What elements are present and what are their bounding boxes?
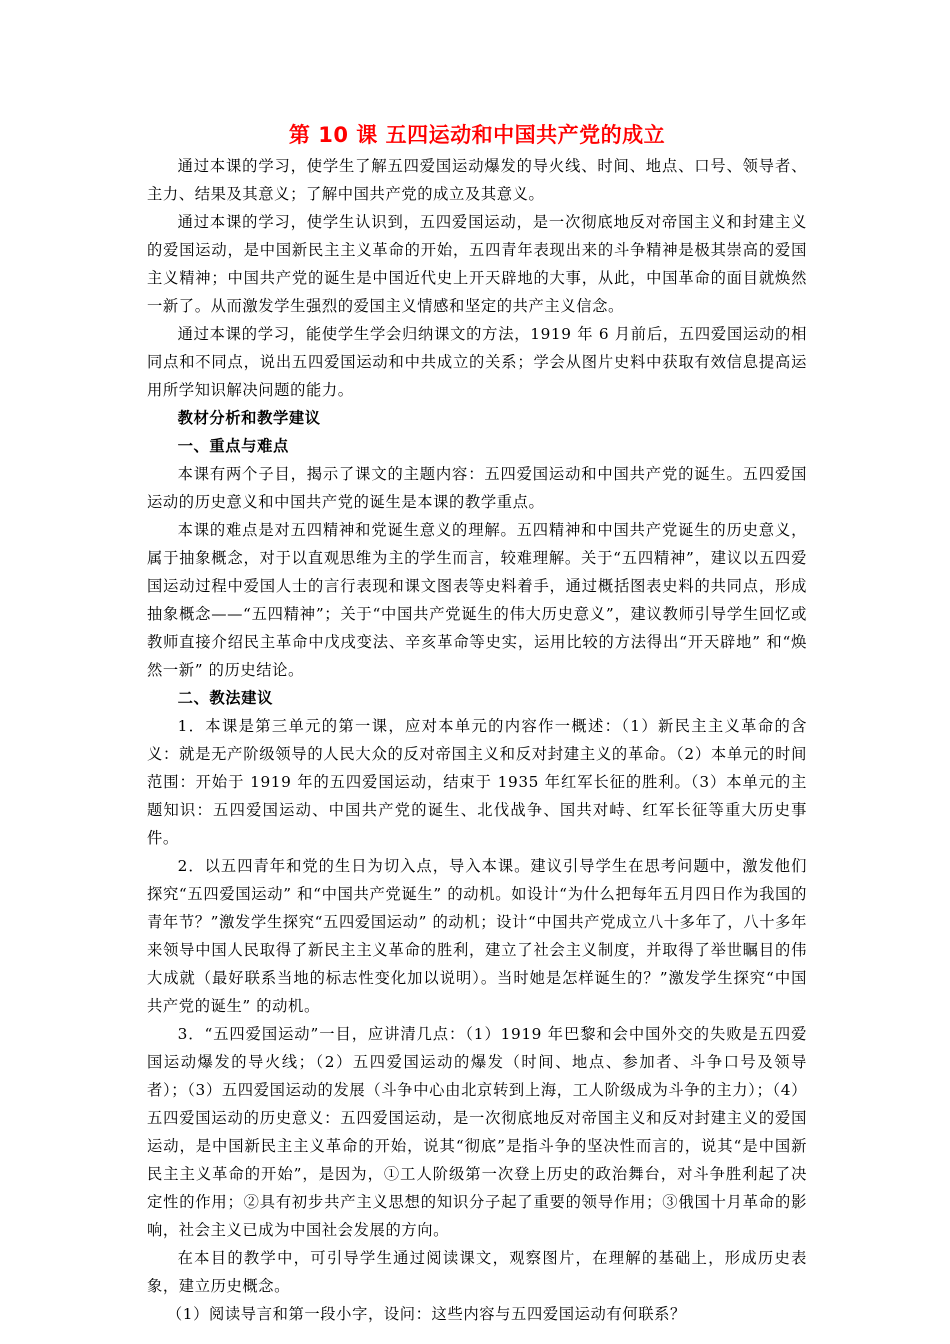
lesson-title: 第 10 课 五四运动和中国共产党的成立: [288, 123, 666, 147]
method-item-2: 2．以五四青年和党的生日为切入点，导入本课。建议引导学生在思考问题中，激发他们探究“五四爱国运动” 和“中国共产党诞生” 的动机。如设计“为什么把每年五月四日作为我国的青年节？”激发学生探究“五四爱国运动” 的动机；设计“中国共产党成立八十多年了，八十多年来领导中国人民取得了新民主主义革命的胜利，建立了社会主义制度，并取得了举世瞩目的伟大成就（最好联系当地的标志性变化加以说明）。当时她是怎样诞生的？”激发学生探究“中国共产党的诞生” 的动机。: [147, 857, 807, 1015]
method-item-3: 3．“五四爱国运动”一目，应讲清几点：（1）1919 年巴黎和会中国外交的失败是五四爱国运动爆发的导火线；（2）五四爱国运动的爆发（时间、地点、参加者、斗争口号及领导者）；（3）五四爱国运动的发展（斗争中心由北京转到上海，工人阶级成为斗争的主力）；（4）五四爱国运动的历史意义：五四爱国运动，是一次彻底地反对帝国主义和反对封建主义的爱国运动，是中国新民主主义革命的开始，说其“彻底”是指斗争的坚决性而言的，说其“是中国新民主主义革命的开始”，是因为，①工人阶级第一次登上历史的政治舞台，对斗争胜利起了决定性的作用；②具有初步共产主义思想的知识分子起了重要的领导作用；③俄国十月革命的影响，社会主义已成为中国社会发展的方向。: [147, 1025, 807, 1239]
difficulties-paragraph: 本课的难点是对五四精神和党诞生意义的理解。五四精神和中国共产党诞生的历史意义，属于抽象概念，对于以直观思维为主的学生而言，较难理解。关于“五四精神”，建议以五四爱国运动过程中爱国人士的言行表现和课文图表等史料着手，通过概括图表史料的共同点，形成抽象概念——“五四精神”；关于“中国共产党诞生的伟大历史意义”，建议教师引导学生回忆或教师直接介绍民主革命中戊戌变法、辛亥革命等史实，运用比较的方法得出“开天辟地” 和“焕然一新” 的历史结论。: [147, 521, 807, 679]
reading-question: （1）阅读导言和第一段小字，设问：这些内容与五四爱国运动有何联系？: [166, 1305, 686, 1323]
intro-paragraph-1: 通过本课的学习，使学生了解五四爱国运动爆发的导火线、时间、地点、口号、领导者、主力、结果及其意义；了解中国共产党的成立及其意义。: [147, 157, 807, 203]
intro-paragraph-3: 通过本课的学习，能使学生学会归纳课文的方法，1919 年 6 月前后，五四爱国运动的相同点和不同点，说出五四爱国运动和中共成立的关系；学会从图片史料中获取有效信息提高运用所学知识解决问题的能力。: [147, 325, 807, 399]
section-heading-1: 一、重点与难点: [177, 437, 289, 455]
document-page: [147, 118, 807, 1328]
section-heading-main: 教材分析和教学建议: [177, 409, 321, 427]
method-note: 在本目的教学中，可引导学生通过阅读课文，观察图片，在理解的基础上，形成历史表象，建立历史概念。: [147, 1249, 807, 1295]
method-item-1: 1．本课是第三单元的第一课，应对本单元的内容作一概述：（1）新民主主义革命的含义：就是无产阶级领导的人民大众的反对帝国主义和反对封建主义的革命。（2）本单元的时间范围：开始于 1919 年的五四爱国运动，结束于 1935 年红军长征的胜利。（3）本单元的主题知识：五四爱国运动、中国共产党的诞生、北伐战争、国共对峙、红军长征等重大历史事件。: [147, 717, 807, 847]
section-heading-2: 二、教法建议: [177, 689, 273, 707]
key-points-paragraph: 本课有两个子目，揭示了课文的主题内容：五四爱国运动和中国共产党的诞生。五四爱国运动的历史意义和中国共产党的诞生是本课的教学重点。: [147, 465, 807, 511]
intro-paragraph-2: 通过本课的学习，使学生认识到，五四爱国运动，是一次彻底地反对帝国主义和封建主义的爱国运动，是中国新民主主义革命的开始，五四青年表现出来的斗争精神是极其崇高的爱国主义精神；中国共产党的诞生是中国近代史上开天辟地的大事，从此，中国革命的面目就焕然一新了。从而激发学生强烈的爱国主义情感和坚定的共产主义信念。: [147, 213, 807, 315]
